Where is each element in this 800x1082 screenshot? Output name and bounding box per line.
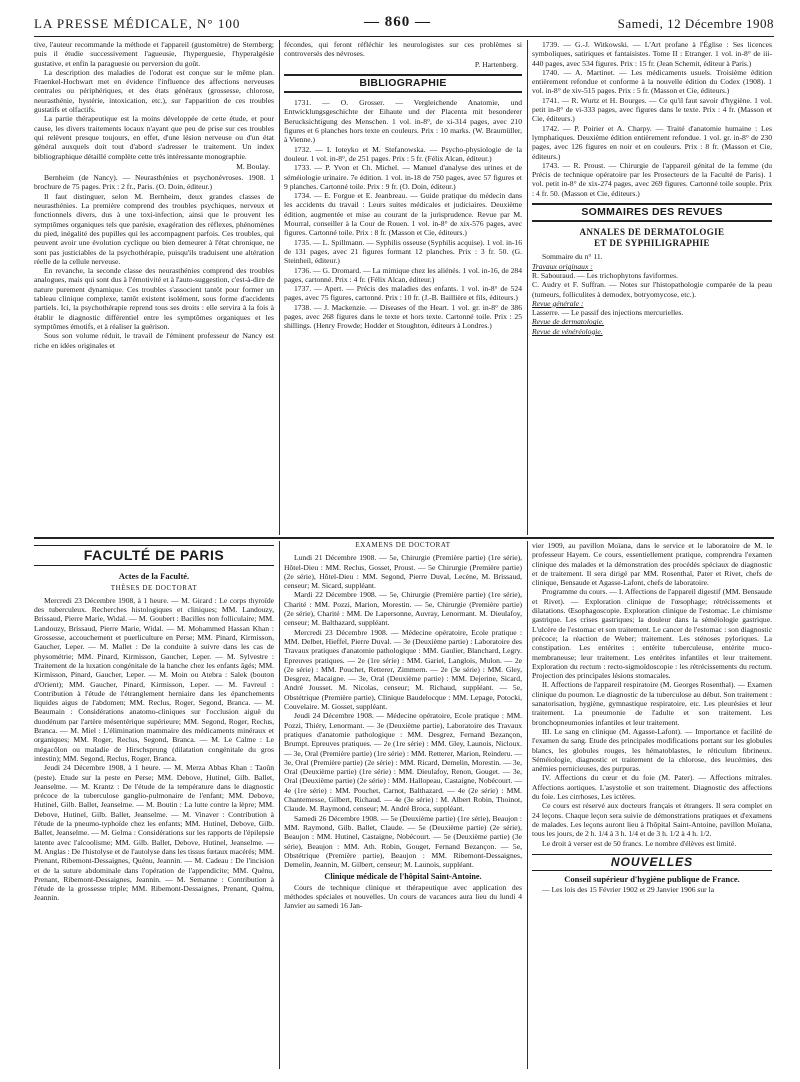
column-4 xyxy=(34,541,274,1069)
journal-name-line-2: ET DE SYPHILIGRAPHIE xyxy=(594,238,710,249)
review-continued: fécondes, qui feront réfléchir les neurologistes sur ces problèmes si controversés des névroses. xyxy=(284,40,522,59)
exam-schedule: Samedi 26 Décembre 1908. — 5e (Deuxième partie) (1re série), Beaujon : MM. Raymond, Gilb. Ballet, Claude. — 5e (Deuxième partie) (2e série), Beaujon : MM. Hutinel, Castaigne, Nobécourt. — 5e (Deuxième partie) (3e série), Beaujon : MM. Ath. Robin, Gouget, Fernand Bezançon. — 5e, Obstétrique (Première partie), Beaujon : MM. Ribemont-Dessaignes, Demelin, Jeannin, M. Gilbert, censeur; M. Launois, suppléant. xyxy=(284,813,522,870)
bibliography-entry: 1739. — G.-J. Witkowski. — L'Art profane à l'Église : Ses licences symboliques, satiriques et fantaisistes. Tome II : Etranger. 1 vol. in-8° de iii-440 pages, avec 534 figures. Prix : 15 fr. (Jean Schemit, éditeur à Paris.) xyxy=(532,40,772,68)
paragraph: Ce cours est réservé aux docteurs français et étrangers. Il sera complet en 24 leçons. Chaque leçon sera suivie de démonstrations pratiques et d'examens de malades. Les leçons auront lieu à l'hôpital Saint-Antoine, pavillon Moïana, tous les jours, de 2 h. 1/4 à 3 h. 1/4 et de 3 h. 1/2 à 4 h. 1/2. xyxy=(532,801,772,839)
signature: M. Boulay. xyxy=(236,161,270,171)
paragraph: La partie thérapeutique est la moins développée de cette étude, et pour cause, les divers traitements locaux n'ayant que peu de prise sur ces troubles qui relèvent presque toujours, en effet, d'une lésion nerveuse ou d'un état général auxquels doit tout d'abord s'adresser le traitement. Un index bibliographique détaillé complète cette très intéressante monographie. xyxy=(34,114,274,161)
programme: III. Le sang en clinique (M. Agasse-Lafont). — Importance et facilité de l'examen du sang. Etude des principales modifications portant sur les globules blancs, les globules rouges, les hématoblastes, le réticulum fibrineux. Séméiologie, diagnostic et traitement de la chlorose, des leucémies, des anémies pernicieuses, des purpuras. xyxy=(532,726,772,774)
exam-schedule: Mercredi 23 Décembre 1908. — Médecine opératoire, Ecole pratique : MM. Delbet, Hieffel, Pierre Duval. — 3e (Deuxième partie) : Laboratoire des Travaux pratiques d'anatomie pathologique : MM. Gaulier, Blanchard, Legry. Epreuves pratiques. — 2e (1re série) : MM. Gariel, Langlois, Mulon. — 2e (2e série) : MM. Pouchet, Retterer, Zimmern. — 2e (3e série) : MM. Gley, Desgrez, Macaigne. — 3e, Oral (Deuxième partie) : MM. Dejerine, Sicard, André Jousset. M. Nicolas, censeur; M. Richaud, suppléant. — 5e, Obstétrique (Première partie), Clinique Baudelocque : MM. Lepage, Potocki, Couvelaire. M. Gosset, suppléant. xyxy=(284,627,522,712)
book-citation: Bernheim (de Nancy). — Neurasthénies et psychonévroses. 1908. 1 brochure de 75 pages. Prix : 2 fr., Paris. (O. Doin, éditeur.) xyxy=(34,173,274,192)
theses-heading: THÈSES DE DOCTORAT xyxy=(110,583,198,592)
faculte-title: FACULTÉ DE PARIS xyxy=(34,545,274,566)
column-divider xyxy=(279,541,280,1069)
section-title-sommaires: SOMMAIRES DES REVUES xyxy=(532,203,772,222)
nouvelles-title: NOUVELLES xyxy=(532,854,772,871)
paragraph: Sous son volume réduit, le travail de l'éminent professeur de Nancy est riche en idées originales et xyxy=(34,331,274,350)
exam-schedule: Jeudi 24 Décembre 1908. — Médecine opératoire, Ecole pratique : MM. Pozzi, Thiéry, Lenormant. — 3e (Deuxième partie), Laboratoire des Travaux pratiques d'anatomie pathologique : MM. Desgrez, Fernand Bezançon, Brumpt. Epreuves pratiques. — 2e (1re série) : MM. Gley, Launois, Nicloux. — 3e, Oral (Première partie) (1re série) : MM. Retterer, Marion, Reinderu. — 3e, Oral (Première partie) (2e série) : MM. Ricard, Demelin, Morestin. — 3e, Oral (Deuxième partie) (1re série) : MM. Dieulafoy, Renon, Gouget. — 3e, Oral (Deuxième partie) (2e série) : MM. Hallopeau, Castaigne, Nobécourt. — 4e (1re série) : MM. Pouchet, Carnot, Balthazard. — 4e (2e série) : MM. Chantemesse, Gilbert, Richaud. — 4e (3e série) : M. Albert Robin, Thoinot, Claude. M. Raymond, censeur; M. André Broca, suppléant. xyxy=(284,711,522,814)
journal-title: LA PRESSE MÉDICALE, N° 100 xyxy=(34,16,241,31)
paragraph: En revanche, la seconde classe des neurasthénies comprend des troubles analogues, mais qui sont dus à l'émotivité et à l'auto-suggestion, c'est-à-dire de nature purement dynamique. Ces troubles s'associent tantôt pour former un tableau clinique complexe, tantôt existent isolément, sous forme d'accidents partiels. Ici, la psychothérapie reprend tous ses droits : elle servira à la fois à établir le diagnostic différentiel entre les symptômes organiques et les symptômes émotifs, et à réaliser la guérison. xyxy=(34,266,274,331)
paragraph: vier 1909, au pavillon Moïana, dans le service et le laboratoire de M. le professeur Hayem. Ce cours, essentiellement pratique, comprendra l'examen clinique des malades et la démonstration des procédés spéciaux de diagnostic et de traitement. Il sera dirigé par MM. Rosenthal, Pater et Rivet, chefs de clinique, Bensaude et Agasse-Lafont, chefs de laboratoire. xyxy=(532,541,772,588)
revue-dermatologie: Revue de dermatologie. xyxy=(532,317,604,327)
theses-list: Mercredi 23 Décembre 1908, à 1 heure. — M. Girard : Le corps thyroïde des tuberculeux. Recherches histologiques et cliniques; MM. Landouzy, Brissaud, Pierre Marie, Widal. — M. Goubert : Bacilles non folliculaire; MM. Landouzy, Brissaud, Pierre Marie, Widal. — M. Mohammed Hassan Khan : Grossesse, accouchement et puerliculture en Perse; MM. Pinard, Kirmisson, Gaucher, Leper. — M. Mallet : De la conduite à suivre dans les cas de physométrie; MM. Pinard, Kirmisson, Gaucher, Leper. — M. Sylvestre : Traitement de la luxation congénitale de la hanche chez les enfants âgés; MM. Kirmisson, Pinard, Gaucher, Leper. — M. Moin ou Atebra : Salek (bouton d'Orient); MM. Gaucher, Pinard, Kirmisson, Leper. — M. Favreul : Contribution à l'étude de l'étranglement herniaire dans les épanchements liquides aigus de l'abdomen; MM. Reclus, Roger, Segond, Branca. — M. Beaumain : Considérations anatomo-cliniques sur l'occlusion aiguë du duodénum par l'artère mésentérique supérieure; MM. Segond, Roger, Reclus, Branca. — M. Miel : L'élimination mammaire des médicaments minéraux et organiques; MM. Roger, Reclus, Segond, Branca. — M. Le Calme : Le mégacôlon ou maladie de Hirschsprung (dilatation congénitale du gros intestin); MM. Segond, Reclus, Roger, Branca. xyxy=(34,595,274,763)
conseil-heading: Conseil supérieur d'hygiène publique de France. xyxy=(564,874,740,885)
journal-name xyxy=(532,227,772,249)
revue-venereologie: Revue de vénéréologie. xyxy=(532,326,603,336)
bibliography-entry: 1732. — I. Ioteyko et M. Stefanowska. — Psycho-physiologie de la douleur. 1 vol. in-8°, de 251 pages. Prix : 5 fr. (Félix Alcan, éditeur.) xyxy=(284,144,522,163)
exam-schedule: Lundi 21 Décembre 1908. — 5e, Chirurgie (Première partie) (1re série), Hôtel-Dieu : MM. Reclus, Gosset, Proust. — 5e Chirurgie (Première partie) (2e série), Hôtel-Dieu : MM. Segond, Pierre Duval, Lecène, M. Brissaud, censeur; M. Sicard, suppléant. xyxy=(284,553,522,591)
bibliography-entry: 1734. — E. Forgue et E. Jeanbreau. — Guide pratique du médecin dans les accidents du travail : Leurs suites médicales et judiciaires. Deuxième édition, augmentée et mise au courant de la jurisprudence. Revue par M. Mourral, conseiller à la Cour de Rouen. 1 vol. in-8° de xix-576 pages, avec figures. Cartonné toile. Prix : 8 fr. (Masson et Cie, éditeurs.) xyxy=(284,191,522,238)
bibliography-entry: 1738. — J. Mackenzie. — Diseases of the Heart. 1 vol. gr. in-8° de 386 pages, avec 268 figures dans le texte et hors texte. Cartonné toile. Prix : 25 shillings. (Henry Frowde; Hodder et Stoughton, éditeurs à Londres.) xyxy=(284,302,522,331)
column-2 xyxy=(284,40,522,535)
bibliography-entry: 1731. — O. Grosser. — Vergleichende Anatomie, und Entwicklungsgeschichte der Eihaute und der Placenta mit besonderer Berucksichtigung des Menschen. 1 vol. in-8°, de xi-314 pages, avec 210 figures et 6 planches hors texte en couleurs. Prix : 10 marks. (W. Braumüller, à Vienne.) xyxy=(284,98,522,145)
theses-list: Jeudi 24 Décembre 1908, à 1 heure. — M. Merza Abbas Khan : Taoûn (peste). Etude sur la peste en Perse; MM. Debove, Hutinel, Gilb. Ballet, Jeanselme. — M. Krantz : De l'étude de la température dans le diagnostic précoce de la tuberculose ganglio-pulmonaire de l'enfant; MM. Debove, Hutinel, Gilb. Ballet, Jeanselme. — M. Boutin : La lutte contre la lèpre; MM. Debove, Hutinel, Gilb. Ballet, Jeanselme. — M. Vinaver : Contribution à l'étude de la pneumo-typhoïde chez les enfants; MM. Hutinel, Debove, Gilb. Ballet, Jeanselme. — M. Gelma : Considérations sur les rapports de l'épilepsie latente avec l'alcoolisme; MM. Gilb. Ballet, Debove, Hutinel, Jeanselme. — M. Anglas : De l'histolyse et de l'autolyse dans les tissus fœtaux macérés; MM. Prenant, Ribemont-Dessaignes, Quénu, Jeannin. — M. Cadeau : De l'incision et de la suture abdominale dans l'opération de l'appendicite; MM. Quénu, Prenant, Ribemont-Dessaignes, Jeannin. — M. Semanne : Contribution à l'étude de la grossesse triple; MM. Ribemont-Dessaignes, Prenant, Quénu, Jeannin. xyxy=(34,763,274,903)
page-number: — 860 — xyxy=(364,14,431,30)
paragraph: — Les lois des 15 Février 1902 et 29 Janvier 1906 sur la xyxy=(542,885,715,895)
programme: II. Affections de l'appareil respiratoire (M. Georges Rosenthal). — Examen clinique du poumon. Le diagnostic de la tuberculose au début. Son traitement : sanatorisation, hygiène, gymnastique respiratoire, etc. Les pleurésies et leur traitement. La pneumonie de l'adulte et son traitement. Les bronchopneumonies infantiles et leur traitement. xyxy=(532,680,772,727)
sommaire-label: Sommaire du n° 11. xyxy=(542,252,603,262)
bibliography-entry: 1736. — G. Dromard. — La mimique chez les aliénés. 1 vol. in-16, de 284 pages, cartonné. Prix : 4 fr. (Félix Alcan, éditeur.) xyxy=(284,265,522,284)
revue-generale-label: Revue générale : xyxy=(532,298,584,308)
bibliography-entry: 1733. — P. Yvon et Ch. Michel. — Manuel d'analyse des urines et de séméiologie urinaire. 7e édition. 1 vol. in-18 de 750 pages, avec 57 figures et 9 planches. Cartonné toile. Prix : 9 fr. (O. Doin, éditeur.) xyxy=(284,163,522,191)
exam-schedule: Mardi 22 Décembre 1908. — 5e, Chirurgie (Première partie) (1re série), Charité : MM. Pozzi, Marion, Morestin. — 5e, Chirurgie (Première partie) (2e série), Charité : MM. De Lapersonne, Auvray, Lenormant. M. Dieulafoy, censeur; M. Balthazard, suppléant. xyxy=(284,590,522,628)
bibliography-entry: 1741. — R. Wurtz et H. Bourges. — Ce qu'il faut savoir d'hygiène. 1 vol. petit in-8° de vi-333 pages, avec figures dans le texte. Prix : 4 fr. (Masson et Cie, éditeurs.) xyxy=(532,95,772,124)
signature: P. Hartenberg. xyxy=(474,59,518,69)
column-6 xyxy=(532,541,772,1069)
column-5 xyxy=(284,541,522,1069)
bibliography-entry: 1742. — P. Poirier et A. Charpy. — Traité d'anatomie humaine : Les lymphatiques. Deuxième édition entièrement refondue. 1 vol. gr. in-8° de 230 pages, avec 126 figures en noir et en couleurs. Prix : 8 fr. (Masson et Cie, éditeurs.) xyxy=(532,123,772,161)
section-title-bibliographie: BIBLIOGRAPHIE xyxy=(284,74,522,93)
bibliography-entry: 1735. — L. Spillmann. — Syphilis osseuse (Syphilis acquise). 1 vol. in-16 de 131 pages, avec 21 figures formant 12 planches. Prix : 3 fr. 50. (G. Steinheil, éditeur.) xyxy=(284,237,522,266)
review-continued: tive, l'auteur recommande la méthode et l'appareil (gustomètre) de Sternberg; puis il étudie successivement l'agueusie, l'hyperguesie, l'hyperalgésie gustative, et enfin la paraguesie ou perversion du goût. xyxy=(34,40,274,68)
paragraph: Cours de technique clinique et thérapeutique avec application des méthodes spéciales et nouvelles. Un cours de vacances aura lieu du lundi 4 Janvier au samedi 16 Jan- xyxy=(284,882,522,911)
bibliography-entry: 1740. — A. Martinet. — Les médicaments usuels. Troisième édition entièrement refondue et conforme à la nouvelle édition du Codex (1908). 1 vol. in-8° de xiv-515 pages. Prix : 5 fr. (Masson et Cie, éditeurs.) xyxy=(532,67,772,96)
header-rule xyxy=(34,36,774,37)
actes-heading: Actes de la Faculté. xyxy=(118,571,190,582)
paragraph: La description des maladies de l'odorat est conçue sur le même plan. Fraenkel-Hochwart met en évidence l'influence des affections nerveuses centrales ou périphériques, et des états généraux (grossesse, chlorose, neurasthénie, hystérie, intoxication, etc.), sur l'apparition de ces troubles gustatifs et olfactifs. xyxy=(34,67,274,115)
issue-date: Samedi, 12 Décembre 1908 xyxy=(617,16,774,31)
summary-item: R. Sabouraud. — Les trichophytons faviformes. xyxy=(532,270,678,280)
summary-item: C. Audry et F. Suffran. — Notes sur l'histopathologie comparée de la peau (tumeurs, folliculites à demodex, botryomycose, etc.). xyxy=(532,280,772,299)
bibliography-entry: 1743. — R. Proust. — Chirurgie de l'appareil génital de la femme (du Précis de technique opératoire par les Prosecteurs de la Faculté de Paris). 1 vol. petit in-8° de xix-274 pages, avec 269 figures. Cartonné toile souple. Prix : 4 fr. 50. (Masson et Cie, éditeurs.) xyxy=(532,160,772,198)
programme: Programme du cours. — I. Affections de l'appareil digestif (MM. Bensaude et Rivet). — Exploration clinique de l'œsophage; rétrécissements et dilatations. Œsophagoscopie. Exploration clinique de l'estomac. Le chimisme gastrique. Les crises gastriques; la douleur dans la séméiologie gastrique. L'ulcère de l'estomac et son traitement. Le cancer de l'estomac : son diagnostic précoce; la réaction de Weber; traitement. Les sténoses pyloriques. La constipation. Les entérites : entérite tuberculeuse, entérite muco-membraneuse; leur traitement. Les entérites infantiles et leur traitement. Exploration du rectum : recto-sigmoïdoscopie : les rétrécissements du rectum. Projection des principales lésions stomacales. xyxy=(532,587,772,681)
column-divider xyxy=(279,40,280,535)
paragraph: Il faut distinguer, selon M. Bernheim, deux grandes classes de neurasthénies. La première comprend des troubles psychiques, nerveux et fonctionnels divers, dus à une toxi-infection, ainsi que le prouvent les symptômes organiques tels que parésie, exagération des réflexes, phénomènes du pied, inégalité des pupilles qui les accompagnent parfois. Ces troubles, qui peuvent avoir une évolution cyclique ou bien demeurer à l'état chronique, ne sont pas justiciables de la psychothérapie, puisqu'ils traduisent une altération réelle de la cellule nerveuse. xyxy=(34,191,274,266)
travaux-label: Travaux originaux : xyxy=(532,261,593,271)
summary-item: Lasserre. — Le passif des injections mercurielles. xyxy=(532,308,684,318)
programme: IV. Affections du cœur et du foie (M. Pater). — Affections mitrales. Affections aortiques. L'asystolie et son traitement. Diagnostic des affections du foie. Les cirrhoses, Les ictères. xyxy=(532,773,772,802)
paragraph: Le droit à verser est de 50 francs. Le nombre d'élèves est limité. xyxy=(542,838,737,848)
column-divider xyxy=(527,40,528,535)
column-1 xyxy=(34,40,274,535)
examens-heading: EXAMENS DE DOCTORAT xyxy=(355,541,451,549)
clinique-heading: Clinique médicale de l'hôpital Saint-Antoine. xyxy=(324,872,482,882)
journal-name-line-1: ANNALES DE DERMATOLOGIE xyxy=(579,227,725,238)
bibliography-entry: 1737. — Apert. — Précis des maladies des enfants. 1 vol. in-8° de 524 pages, avec 75 figures, cartonné. Prix : 10 fr. (J.-B. Baillière et fils, éditeurs.) xyxy=(284,284,522,303)
section-rule xyxy=(34,537,774,539)
column-3 xyxy=(532,40,772,535)
column-divider xyxy=(527,541,528,1069)
page-header xyxy=(34,14,774,36)
